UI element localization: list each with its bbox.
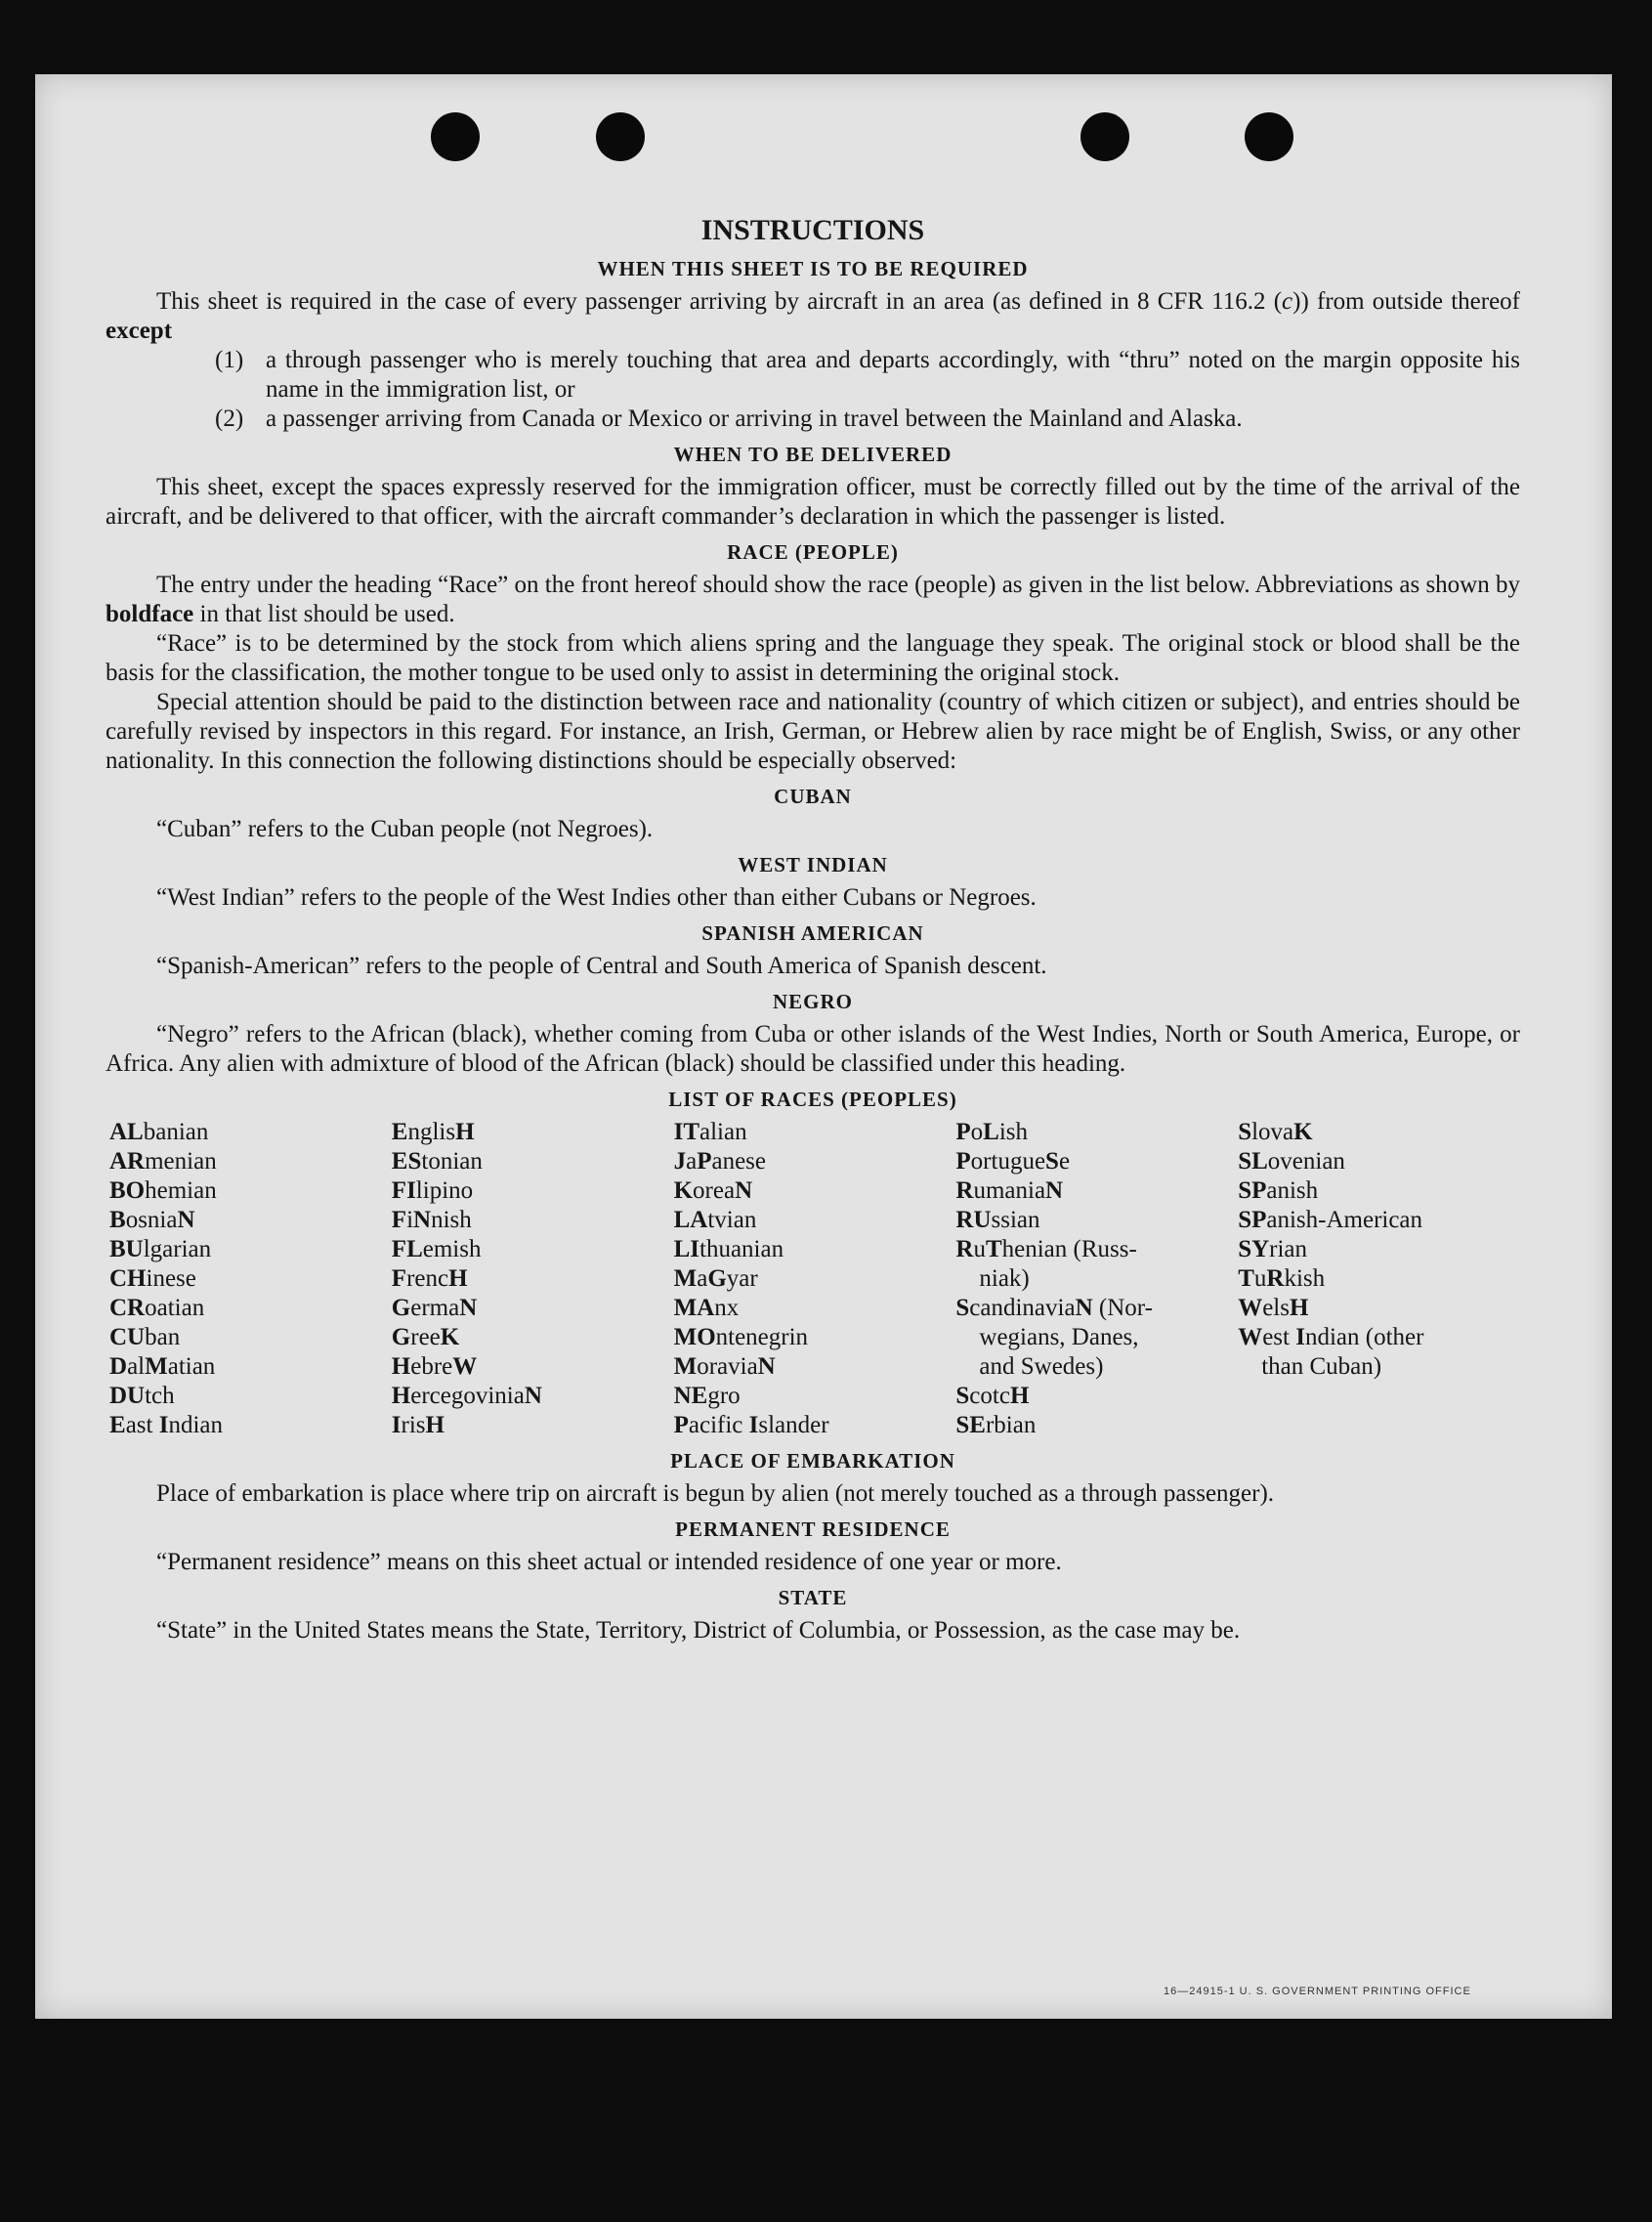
race-text: ban: [145, 1324, 181, 1350]
race-abbrev: SY: [1238, 1236, 1270, 1262]
race-abbrev: M: [673, 1265, 698, 1292]
race-abbrev: IT: [673, 1119, 699, 1145]
race-abbrev: N: [459, 1295, 478, 1321]
race-text: i: [406, 1207, 414, 1233]
race-entry: [955, 1235, 1238, 1264]
exception-text: a passenger arriving from Canada or Mexico or arriving in travel between the Mainland and Alaska.: [266, 406, 1243, 432]
race-entry: [392, 1352, 674, 1382]
race-abbrev: S: [955, 1295, 970, 1321]
race-abbrev: K: [1293, 1119, 1313, 1145]
spanish-american-paragraph: “Spanish-American” refers to the people of Central and South America of Spanish descent.: [156, 953, 1047, 979]
race-abbrev: N: [177, 1207, 195, 1233]
race-text: wegians, Danes,: [979, 1324, 1139, 1350]
race-entry: [674, 1147, 956, 1176]
race-abbrev: SL: [1238, 1148, 1268, 1175]
race-text: henian (Russ-: [1001, 1236, 1137, 1262]
race-entry: [1238, 1176, 1520, 1206]
race-text: orea: [693, 1177, 736, 1204]
race-abbrev: RU: [955, 1207, 992, 1233]
race-text: ortugue: [970, 1148, 1046, 1175]
race-text: acific: [688, 1412, 749, 1438]
race-text: anese: [711, 1148, 767, 1175]
race-entry: [109, 1294, 392, 1323]
race-entry: [674, 1264, 956, 1294]
race-abbrev: D: [109, 1353, 128, 1380]
race-abbrev: W: [452, 1353, 478, 1380]
race-abbrev: CU: [109, 1324, 146, 1350]
document-sheet: [35, 74, 1612, 2019]
race-entry: [109, 1206, 392, 1235]
section-heading-residence: PERMANENT RESIDENCE: [675, 1517, 951, 1541]
race-text: els: [1262, 1295, 1290, 1321]
race-text: than Cuban): [1261, 1353, 1382, 1380]
section-heading-race: RACE (PEOPLE): [727, 540, 899, 564]
race-abbrev: N: [1075, 1295, 1093, 1321]
race-entry: [955, 1352, 1238, 1382]
race-abbrev: P: [697, 1148, 712, 1175]
race-text: al: [127, 1353, 146, 1380]
race-entry: [955, 1411, 1238, 1440]
race-entry: [392, 1176, 674, 1206]
race-abbrev: N: [1045, 1177, 1064, 1204]
west-indian-paragraph: “West Indian” refers to the people of the West Indies other than either Cubans or Negroes.: [156, 884, 1037, 911]
race-column: [674, 1118, 956, 1440]
race-abbrev: DU: [109, 1383, 146, 1409]
race-text: slander: [758, 1412, 829, 1438]
race-entry: [1238, 1352, 1520, 1382]
race-abbrev: G: [391, 1295, 411, 1321]
race-abbrev: G: [707, 1265, 727, 1292]
race-entry: [955, 1206, 1238, 1235]
race-text: ercegovinia: [410, 1383, 525, 1409]
race-entry: [109, 1323, 392, 1352]
race-text: lova: [1251, 1119, 1294, 1145]
race-abbrev: T: [1238, 1265, 1254, 1292]
race-abbrev: B: [109, 1207, 126, 1233]
race-abbrev: P: [955, 1119, 971, 1145]
race-text: a: [686, 1148, 698, 1175]
race-abbrev: M: [145, 1353, 168, 1380]
race-entry: [109, 1176, 392, 1206]
race-abbrev: I: [158, 1412, 169, 1438]
race-entry: [392, 1264, 674, 1294]
race-entry: [1238, 1206, 1520, 1235]
race-abbrev: H: [425, 1412, 445, 1438]
exception-number: (2): [215, 406, 244, 432]
race-paragraph-1: [106, 571, 1520, 629]
race-text: rian: [1269, 1236, 1308, 1262]
race-text: ntenegrin: [715, 1324, 809, 1350]
section-heading-west-indian: WEST INDIAN: [738, 853, 888, 876]
race-text: nx: [714, 1295, 740, 1321]
race-column: [955, 1118, 1238, 1440]
race-text: e: [1058, 1148, 1071, 1175]
required-text: )) from outside thereof: [1292, 288, 1520, 315]
race-text: The entry under the heading “Race” on the front hereof should show the race (people) as given in the list below. Abbreviations as shown by: [156, 572, 1520, 598]
race-abbrev: G: [391, 1324, 411, 1350]
race-abbrev: H: [391, 1353, 411, 1380]
exception-number: (1): [215, 347, 244, 373]
race-column: [109, 1118, 392, 1440]
race-abbrev: MA: [673, 1295, 715, 1321]
race-abbrev: E: [109, 1412, 126, 1438]
race-text: ovenian: [1267, 1148, 1345, 1175]
required-paragraph: [106, 287, 1520, 346]
race-text: niak): [979, 1265, 1030, 1292]
delivered-paragraph: This sheet, except the spaces expressly reserved for the immigration officer, must be correctly filled out by the time of the arrival of the aircraft, and be delivered to that officer, with the aircraft commander’s declaration in which the passenger is listed.: [106, 474, 1520, 530]
race-abbrev: FI: [391, 1177, 416, 1204]
race-abbrev: N: [413, 1207, 432, 1233]
race-entry: [1238, 1147, 1520, 1176]
race-abbrev: M: [673, 1353, 698, 1380]
race-entry: [1238, 1294, 1520, 1323]
race-entry: [392, 1411, 674, 1440]
printer-code: 16—24915-1 U. S. GOVERNMENT PRINTING OFFICE: [1164, 1986, 1471, 1997]
race-abbrev: MO: [673, 1324, 716, 1350]
race-abbrev: H: [391, 1383, 411, 1409]
race-abbrev: W: [1238, 1295, 1263, 1321]
race-entry: [674, 1411, 956, 1440]
race-entry: [955, 1382, 1238, 1411]
race-entry: [955, 1176, 1238, 1206]
required-text-bold: except: [106, 318, 173, 344]
race-abbrev: S: [1238, 1119, 1252, 1145]
race-abbrev: K: [440, 1324, 460, 1350]
race-text: oravia: [697, 1353, 758, 1380]
race-abbrev: FL: [391, 1236, 423, 1262]
race-abbrev: L: [983, 1119, 999, 1145]
race-abbrev: F: [391, 1207, 407, 1233]
race-paragraph-3: Special attention should be paid to the distinction between race and nationality (country of which citizen or subject), and entries should be carefully revised by inspectors in this regard. For instance, an Irish, German, or Hebrew alien by race might be of English, Swiss, or any other nationality. In this connection the following distinctions should be especially observed:: [106, 689, 1520, 774]
punch-hole: [1080, 112, 1129, 161]
race-text: ish: [998, 1119, 1029, 1145]
race-column: [1238, 1118, 1520, 1440]
race-abbrev: T: [985, 1236, 1002, 1262]
race-entry: [109, 1411, 392, 1440]
race-text: lgarian: [143, 1236, 212, 1262]
race-text: alian: [699, 1119, 747, 1145]
race-abbrev: I: [391, 1412, 402, 1438]
race-text: u: [973, 1236, 986, 1262]
race-text: a: [697, 1265, 708, 1292]
race-abbrev: BO: [109, 1177, 146, 1204]
race-text: ris: [401, 1412, 426, 1438]
race-entry: [674, 1176, 956, 1206]
race-abbrev: H: [455, 1119, 475, 1145]
race-column: [392, 1118, 674, 1440]
race-text: emish: [422, 1236, 482, 1262]
race-text: tch: [145, 1383, 175, 1409]
race-text: anish: [1266, 1177, 1319, 1204]
race-entry: [392, 1206, 674, 1235]
race-text: osnia: [125, 1207, 178, 1233]
race-abbrev: K: [673, 1177, 694, 1204]
race-text: anish-American: [1266, 1207, 1423, 1233]
race-abbrev: AL: [109, 1119, 144, 1145]
race-abbrev: F: [391, 1265, 407, 1292]
race-entry: [955, 1147, 1238, 1176]
race-entry: [109, 1382, 392, 1411]
embarkation-paragraph: Place of embarkation is place where trip on aircraft is begun by alien (not merely touched as a through passenger).: [156, 1480, 1275, 1507]
race-text: hemian: [145, 1177, 217, 1204]
race-abbrev: N: [735, 1177, 753, 1204]
race-abbrev: S: [955, 1383, 970, 1409]
race-text: lipino: [415, 1177, 474, 1204]
section-heading-spanish-american: SPANISH AMERICAN: [701, 921, 924, 945]
race-entry: [674, 1323, 956, 1352]
race-entry: [392, 1118, 674, 1147]
race-text: oatian: [145, 1295, 205, 1321]
required-text: This sheet is required in the case of every passenger arriving by aircraft in an area (as defined in 8 CFR 116.2 (: [156, 288, 1283, 315]
punch-hole: [596, 112, 645, 161]
race-entry: [109, 1352, 392, 1382]
exception-item: [106, 405, 1520, 434]
race-text: rbian: [985, 1412, 1037, 1438]
race-abbrev: W: [1238, 1324, 1263, 1350]
section-heading-state: STATE: [778, 1586, 848, 1609]
race-text: tonian: [421, 1148, 483, 1175]
required-text-italic: c: [1282, 288, 1293, 315]
race-entry: [392, 1235, 674, 1264]
race-paragraph-2: “Race” is to be determined by the stock from which aliens spring and the language they speak. The original stock or blood shall be the basis for the classification, the mother tongue to be used only to assist in determining the original stock.: [106, 630, 1520, 686]
race-abbrev: CR: [109, 1295, 146, 1321]
race-abbrev: I: [1295, 1324, 1305, 1350]
race-text-bold: boldface: [106, 601, 194, 627]
race-text: candinavia: [969, 1295, 1076, 1321]
race-abbrev: NE: [673, 1383, 708, 1409]
race-text: atian: [167, 1353, 216, 1380]
race-entry: [955, 1264, 1238, 1294]
race-abbrev: R: [955, 1177, 974, 1204]
race-text: renc: [406, 1265, 449, 1292]
race-entry: [1238, 1235, 1520, 1264]
race-entry: [1238, 1323, 1520, 1352]
race-text: and Swedes): [979, 1353, 1104, 1380]
race-abbrev: N: [524, 1383, 542, 1409]
race-abbrev: AR: [109, 1148, 146, 1175]
race-entry: [109, 1264, 392, 1294]
race-entry: [1238, 1264, 1520, 1294]
race-entry: [392, 1323, 674, 1352]
race-entry: [109, 1235, 392, 1264]
race-entry: [674, 1235, 956, 1264]
section-heading-negro: NEGRO: [772, 990, 853, 1013]
race-entry: [392, 1147, 674, 1176]
race-abbrev: SP: [1238, 1177, 1267, 1204]
race-text: inese: [146, 1265, 196, 1292]
race-abbrev: E: [391, 1119, 408, 1145]
race-text: gro: [707, 1383, 741, 1409]
race-abbrev: J: [673, 1148, 687, 1175]
section-heading-required: WHEN THIS SHEET IS TO BE REQUIRED: [597, 257, 1029, 280]
residence-paragraph: “Permanent residence” means on this sheet actual or intended residence of one year or more.: [156, 1549, 1062, 1575]
negro-paragraph: “Negro” refers to the African (black), whether coming from Cuba or other islands of the West Indies, North or South America, Europe, or Africa. Any alien with admixture of blood of the African (black) should be classified under this heading.: [106, 1021, 1520, 1077]
punch-hole: [1245, 112, 1293, 161]
race-abbrev: BU: [109, 1236, 144, 1262]
race-entry: [109, 1147, 392, 1176]
race-entry: [955, 1118, 1238, 1147]
race-text: thuanian: [699, 1236, 784, 1262]
exception-text: a through passenger who is merely touching that area and departs accordingly, with “thru” noted on the margin opposite his name in the immigration list, or: [266, 347, 1520, 403]
race-entry: [674, 1206, 956, 1235]
race-text: erma: [410, 1295, 460, 1321]
race-list: [109, 1118, 1520, 1440]
cuban-paragraph: “Cuban” refers to the Cuban people (not Negroes).: [156, 816, 654, 842]
race-abbrev: I: [748, 1412, 759, 1438]
race-entry: [674, 1294, 956, 1323]
race-text: cotc: [969, 1383, 1010, 1409]
race-entry: [674, 1352, 956, 1382]
state-paragraph: “State” in the United States means the State, Territory, District of Columbia, or Possession, as the case may be.: [156, 1617, 1241, 1644]
race-entry: [955, 1323, 1238, 1352]
race-text: ndian: [168, 1412, 223, 1438]
race-abbrev: R: [1266, 1265, 1285, 1292]
document-body: [106, 213, 1520, 1645]
race-text: menian: [145, 1148, 217, 1175]
race-abbrev: R: [955, 1236, 974, 1262]
section-heading-delivered: WHEN TO BE DELIVERED: [673, 443, 953, 466]
race-text: est: [1262, 1324, 1296, 1350]
race-text: banian: [143, 1119, 209, 1145]
race-abbrev: LI: [673, 1236, 699, 1262]
race-text: umania: [973, 1177, 1046, 1204]
race-entry: [955, 1294, 1238, 1323]
race-abbrev: H: [1289, 1295, 1309, 1321]
race-entry: [109, 1118, 392, 1147]
race-entry: [674, 1382, 956, 1411]
race-abbrev: CH: [109, 1265, 147, 1292]
race-text: tvian: [707, 1207, 757, 1233]
race-abbrev: ES: [391, 1148, 422, 1175]
punch-hole: [431, 112, 480, 161]
race-abbrev: S: [1045, 1148, 1059, 1175]
race-entry: [392, 1382, 674, 1411]
race-abbrev: SP: [1238, 1207, 1267, 1233]
race-entry: [392, 1294, 674, 1323]
race-text: ree: [410, 1324, 441, 1350]
race-text: ebre: [410, 1353, 453, 1380]
section-heading-cuban: CUBAN: [774, 785, 852, 808]
race-text: ndian (other: [1304, 1324, 1424, 1350]
race-abbrev: SE: [955, 1412, 986, 1438]
race-abbrev: N: [757, 1353, 776, 1380]
race-text: kish: [1284, 1265, 1326, 1292]
race-abbrev: P: [955, 1148, 971, 1175]
race-abbrev: LA: [673, 1207, 708, 1233]
race-abbrev: H: [1009, 1383, 1030, 1409]
race-text: in that list should be used.: [193, 601, 455, 627]
race-text: o: [970, 1119, 984, 1145]
race-text: u: [1253, 1265, 1267, 1292]
race-text: ssian: [991, 1207, 1040, 1233]
section-heading-race-list: LIST OF RACES (PEOPLES): [668, 1088, 957, 1111]
race-abbrev: H: [448, 1265, 468, 1292]
section-heading-embarkation: PLACE OF EMBARKATION: [670, 1449, 955, 1473]
race-text: nglis: [407, 1119, 456, 1145]
race-text: yar: [726, 1265, 758, 1292]
race-entry: [674, 1118, 956, 1147]
page-title: INSTRUCTIONS: [700, 214, 925, 246]
race-text: (Nor-: [1092, 1295, 1153, 1321]
race-text: nish: [431, 1207, 472, 1233]
exception-item: [106, 346, 1520, 405]
race-abbrev: P: [673, 1412, 689, 1438]
race-entry: [1238, 1118, 1520, 1147]
race-text: ast: [125, 1412, 159, 1438]
